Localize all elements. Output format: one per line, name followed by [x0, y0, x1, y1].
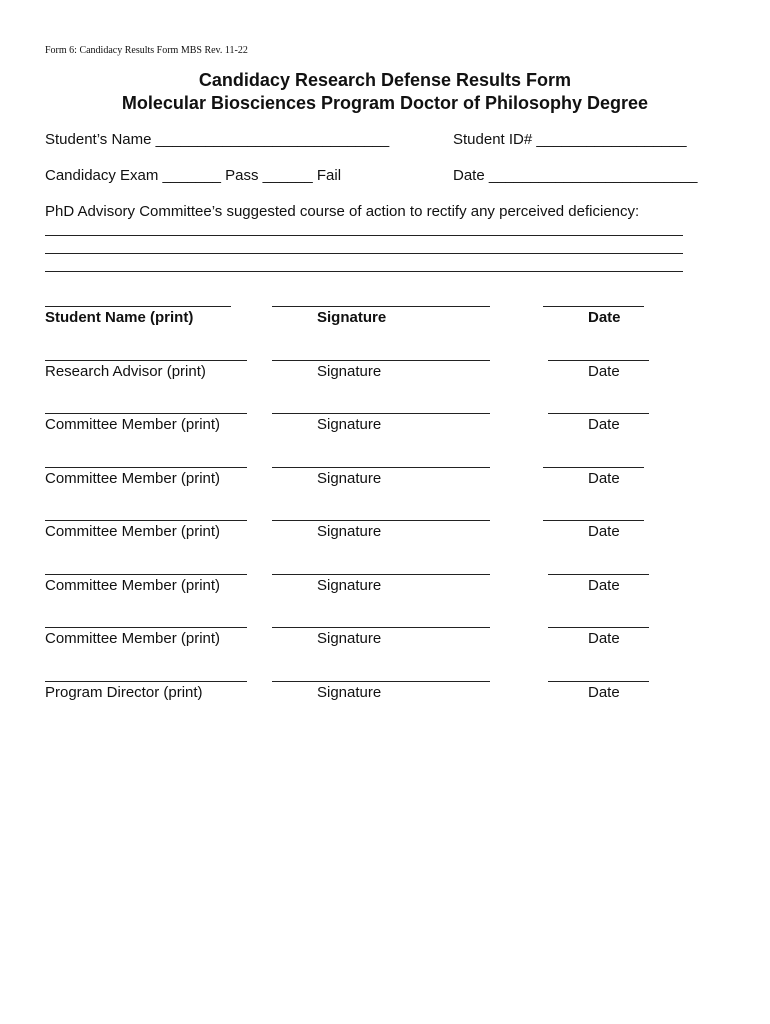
- date-label: Date: [588, 684, 620, 701]
- signature-label: Signature: [317, 523, 382, 540]
- date-line[interactable]: [548, 627, 649, 628]
- signature-label: Signature: [317, 470, 382, 487]
- signature-line[interactable]: [272, 413, 490, 414]
- course-of-action-prompt: PhD Advisory Committee’s suggested course of action to rectify any perceived deficiency:: [45, 203, 640, 220]
- name-print-line[interactable]: [45, 574, 247, 575]
- signature-line[interactable]: [272, 467, 490, 468]
- signature-line[interactable]: [272, 574, 490, 575]
- date-line[interactable]: [548, 574, 649, 575]
- name-print-line[interactable]: [45, 681, 247, 682]
- form-title: Candidacy Research Defense Results Form: [198, 70, 572, 90]
- date-label: Date: [588, 363, 620, 380]
- date-field[interactable]: Date _________________________: [453, 167, 698, 184]
- name-print-label: Committee Member (print): [45, 416, 221, 433]
- name-print-label: Student Name (print): [45, 309, 194, 326]
- name-print-line[interactable]: [45, 627, 247, 628]
- date-line[interactable]: [548, 360, 649, 361]
- signature-line[interactable]: [272, 520, 490, 521]
- date-label: Date: [588, 523, 620, 540]
- date-label: Date: [588, 416, 620, 433]
- name-print-line[interactable]: [45, 467, 247, 468]
- name-print-label: Committee Member (print): [45, 577, 221, 594]
- course-of-action-line-1[interactable]: [45, 235, 683, 236]
- signature-label: Signature: [317, 577, 382, 594]
- name-print-line[interactable]: [45, 360, 247, 361]
- date-label: Date: [588, 470, 620, 487]
- form-revision-note: Form 6: Candidacy Results Form MBS Rev. 11-22: [45, 45, 248, 56]
- signature-label: Signature: [317, 363, 382, 380]
- signature-label: Signature: [317, 684, 382, 701]
- date-label: Date: [588, 630, 620, 647]
- name-print-label: Program Director (print): [45, 684, 203, 701]
- form-subtitle: Molecular Biosciences Program Doctor of Philosophy Degree: [121, 93, 649, 113]
- date-line[interactable]: [543, 520, 644, 521]
- name-print-label: Committee Member (print): [45, 630, 221, 647]
- date-line[interactable]: [548, 413, 649, 414]
- name-print-label: Committee Member (print): [45, 523, 221, 540]
- signature-line[interactable]: [272, 627, 490, 628]
- date-label: Date: [588, 309, 621, 326]
- signature-label: Signature: [317, 309, 387, 326]
- date-line[interactable]: [543, 306, 644, 307]
- student-name-field[interactable]: Student’s Name ____________________________: [45, 131, 390, 148]
- candidacy-exam-field[interactable]: Candidacy Exam _______ Pass ______ Fail: [45, 167, 342, 184]
- signature-line[interactable]: [272, 681, 490, 682]
- signature-line[interactable]: [272, 360, 490, 361]
- signature-label: Signature: [317, 416, 382, 433]
- date-label: Date: [588, 577, 620, 594]
- student-id-field[interactable]: Student ID# __________________: [453, 131, 687, 148]
- name-print-line[interactable]: [45, 520, 247, 521]
- signature-label: Signature: [317, 630, 382, 647]
- name-print-label: Research Advisor (print): [45, 363, 206, 380]
- course-of-action-line-3[interactable]: [45, 271, 683, 272]
- date-line[interactable]: [543, 467, 644, 468]
- name-print-line[interactable]: [45, 413, 247, 414]
- signature-line[interactable]: [272, 306, 490, 307]
- course-of-action-line-2[interactable]: [45, 253, 683, 254]
- date-line[interactable]: [548, 681, 649, 682]
- name-print-line[interactable]: [45, 306, 231, 307]
- name-print-label: Committee Member (print): [45, 470, 221, 487]
